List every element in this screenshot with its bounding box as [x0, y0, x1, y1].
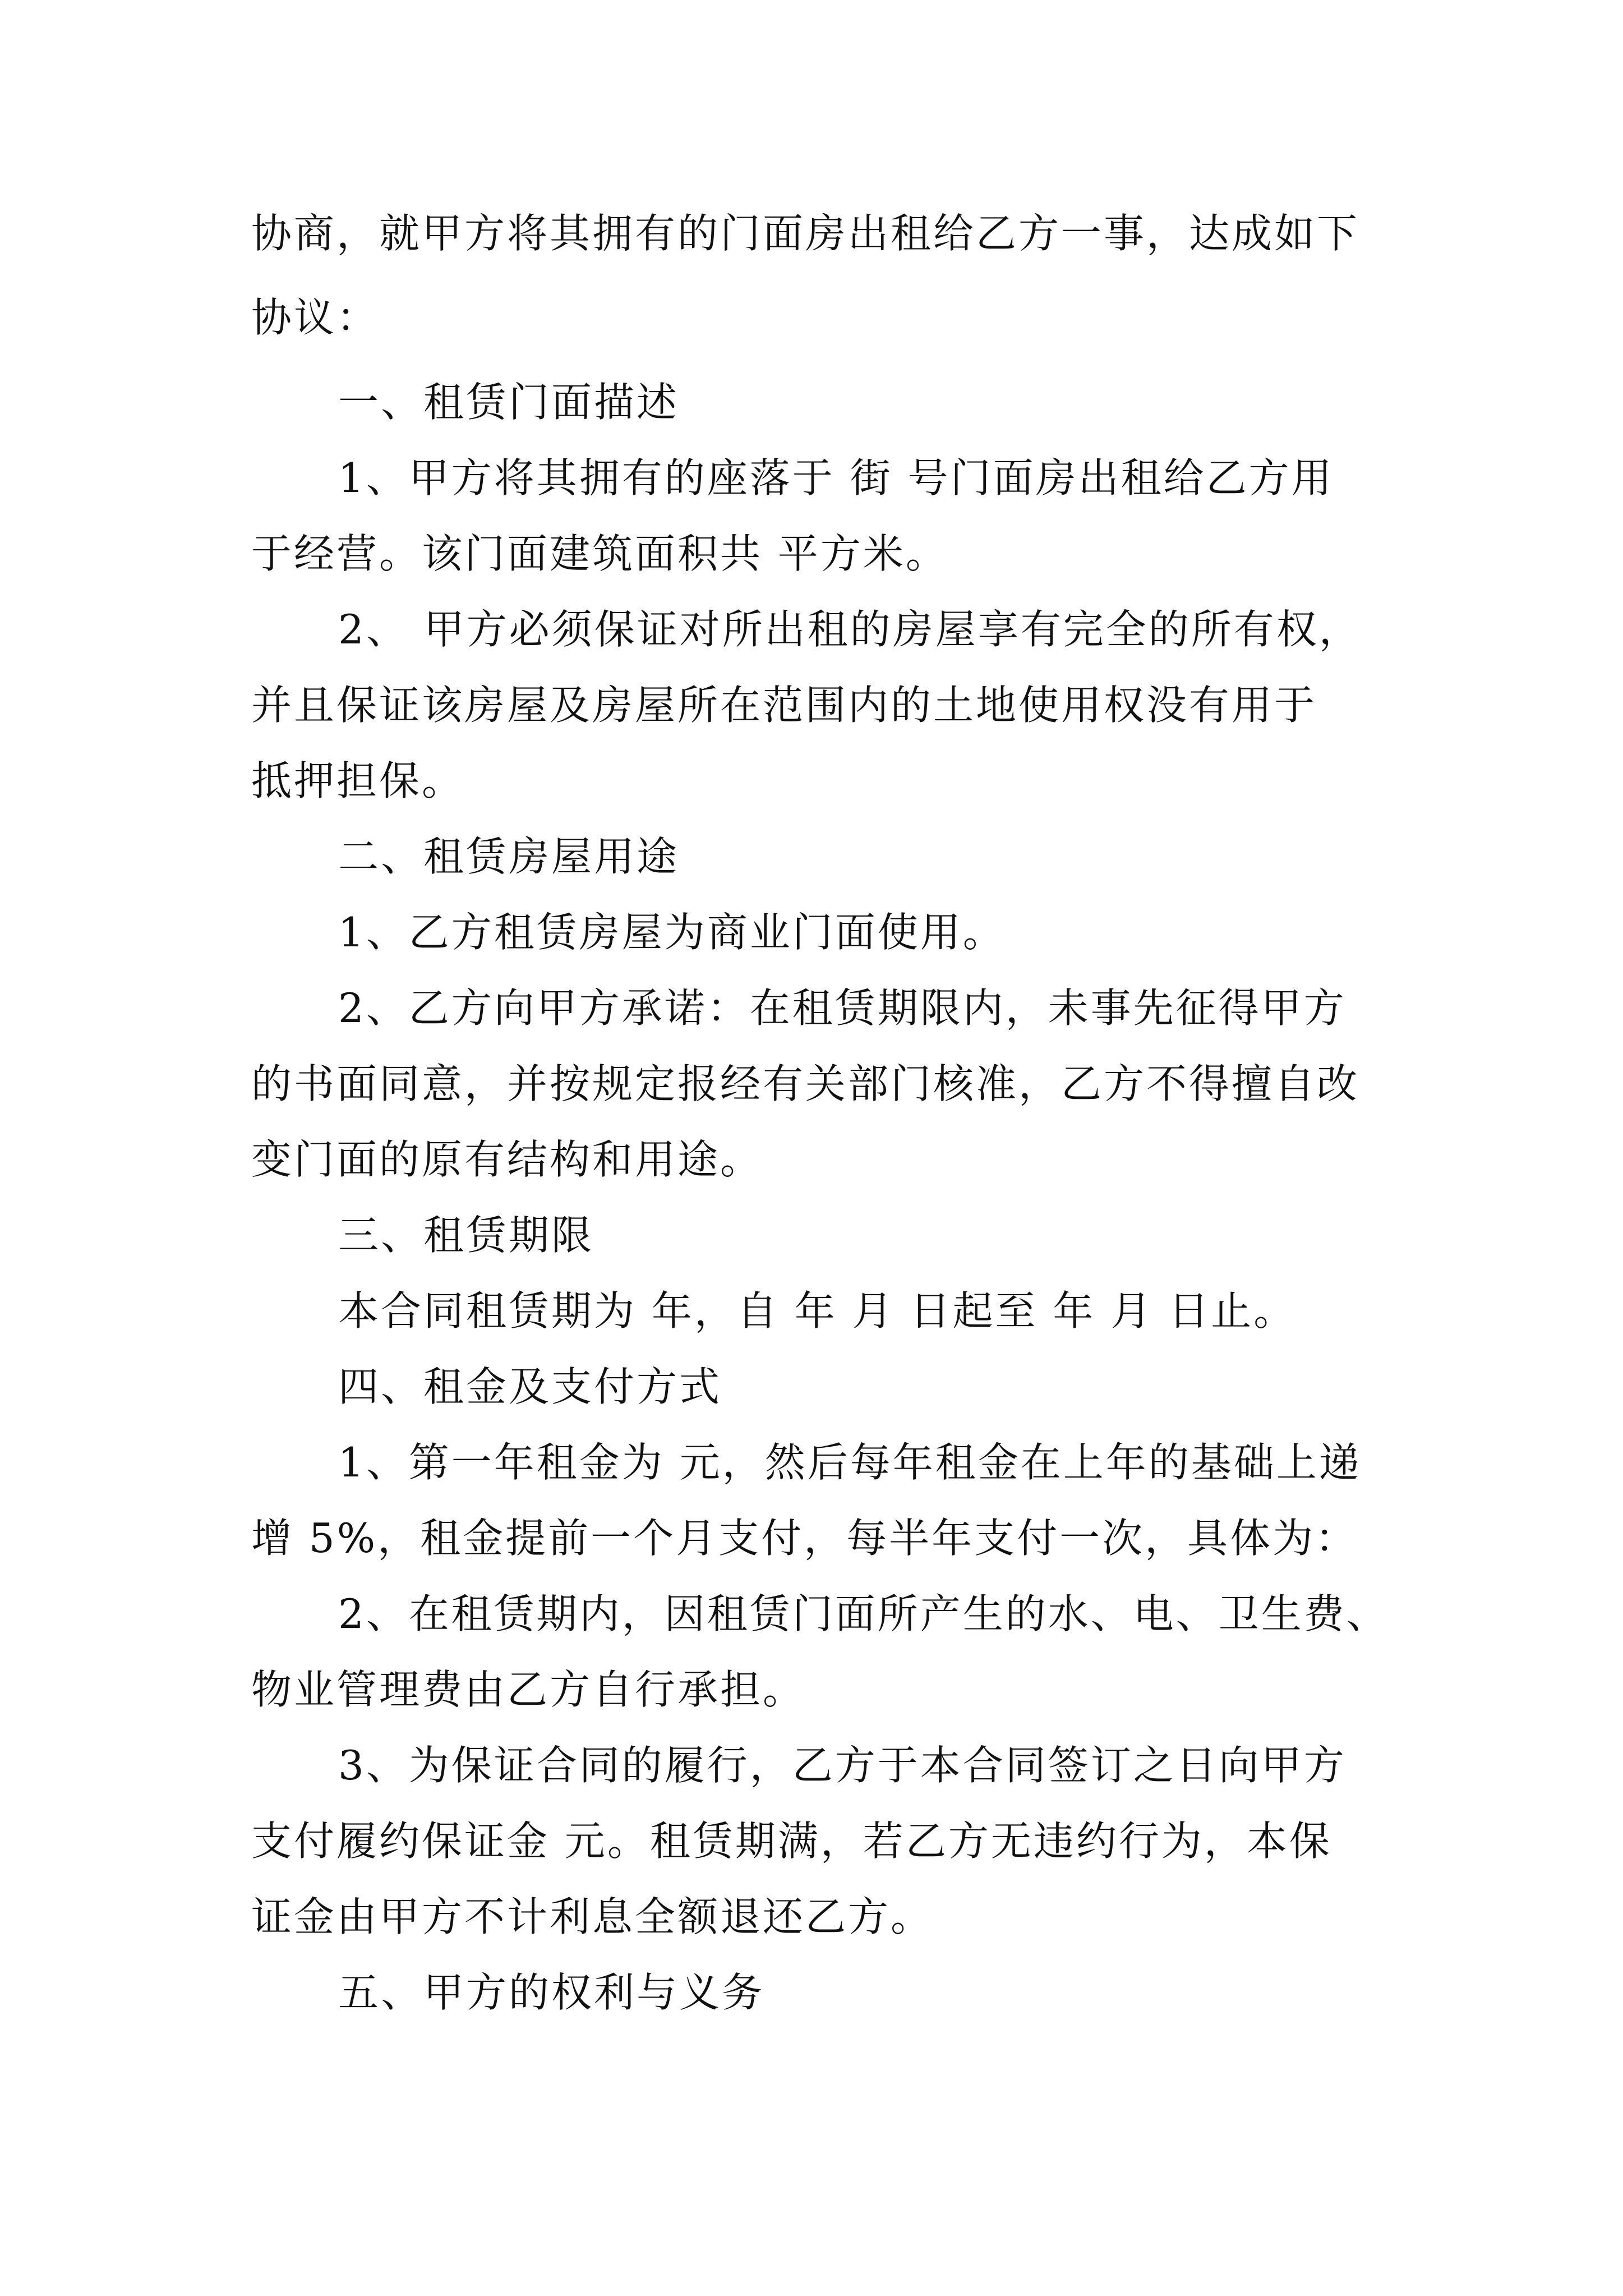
body-text-line: 本合同租赁期为 年，自 年 月 日起至 年 月 日止。	[338, 1287, 1297, 1335]
body-text-line: 协议：	[251, 294, 380, 341]
body-text-line: 2、乙方向甲方承诺：在租赁期限内，未事先征得甲方	[338, 984, 1347, 1032]
body-text-line: 变门面的原有结构和用途。	[251, 1136, 763, 1183]
body-text-line: 物业管理费由乙方自行承担。	[251, 1666, 806, 1713]
body-text-line: 协商，就甲方将其拥有的门面房出租给乙方一事，达成如下	[251, 210, 1360, 257]
section-heading: 五、甲方的权利与义务	[338, 1969, 765, 2016]
body-text-line: 2、 甲方必须保证对所出租的房屋享有完全的所有权，	[338, 606, 1362, 653]
body-text-line: 1、第一年租金为 元，然后每年租金在上年的基础上递	[338, 1439, 1362, 1486]
body-text-line: 3、为保证合同的履行，乙方于本合同签订之日向甲方	[338, 1742, 1347, 1789]
body-text-line: 的书面同意，并按规定报经有关部门核准，乙方不得擅自改	[251, 1060, 1360, 1107]
section-heading: 一、租赁门面描述	[338, 379, 680, 426]
body-text-line: 支付履约保证金 元。租赁期满，若乙方无违约行为，本保	[251, 1818, 1332, 1865]
body-text-line: 1、乙方租赁房屋为商业门面使用。	[338, 909, 1006, 956]
body-text-line: 增 5%，租金提前一个月支付，每半年支付一次，具体为：	[251, 1515, 1358, 1562]
body-text-line: 于经营。该门面建筑面积共 平方米。	[251, 530, 948, 577]
body-text-line: 1、甲方将其拥有的座落于 街 号门面房出租给乙方用	[338, 454, 1334, 501]
body-text-line: 并且保证该房屋及房屋所在范围内的土地使用权没有用于	[251, 682, 1317, 729]
section-heading: 二、租赁房屋用途	[338, 833, 680, 880]
section-heading: 四、租金及支付方式	[338, 1363, 722, 1410]
body-text-line: 2、在租赁期内，因租赁门面所产生的水、电、卫生费、	[338, 1590, 1389, 1637]
body-text-line: 抵押担保。	[251, 757, 465, 804]
body-text-line: 证金由甲方不计利息全额退还乙方。	[251, 1893, 934, 1940]
section-heading: 三、租赁期限	[338, 1212, 594, 1259]
